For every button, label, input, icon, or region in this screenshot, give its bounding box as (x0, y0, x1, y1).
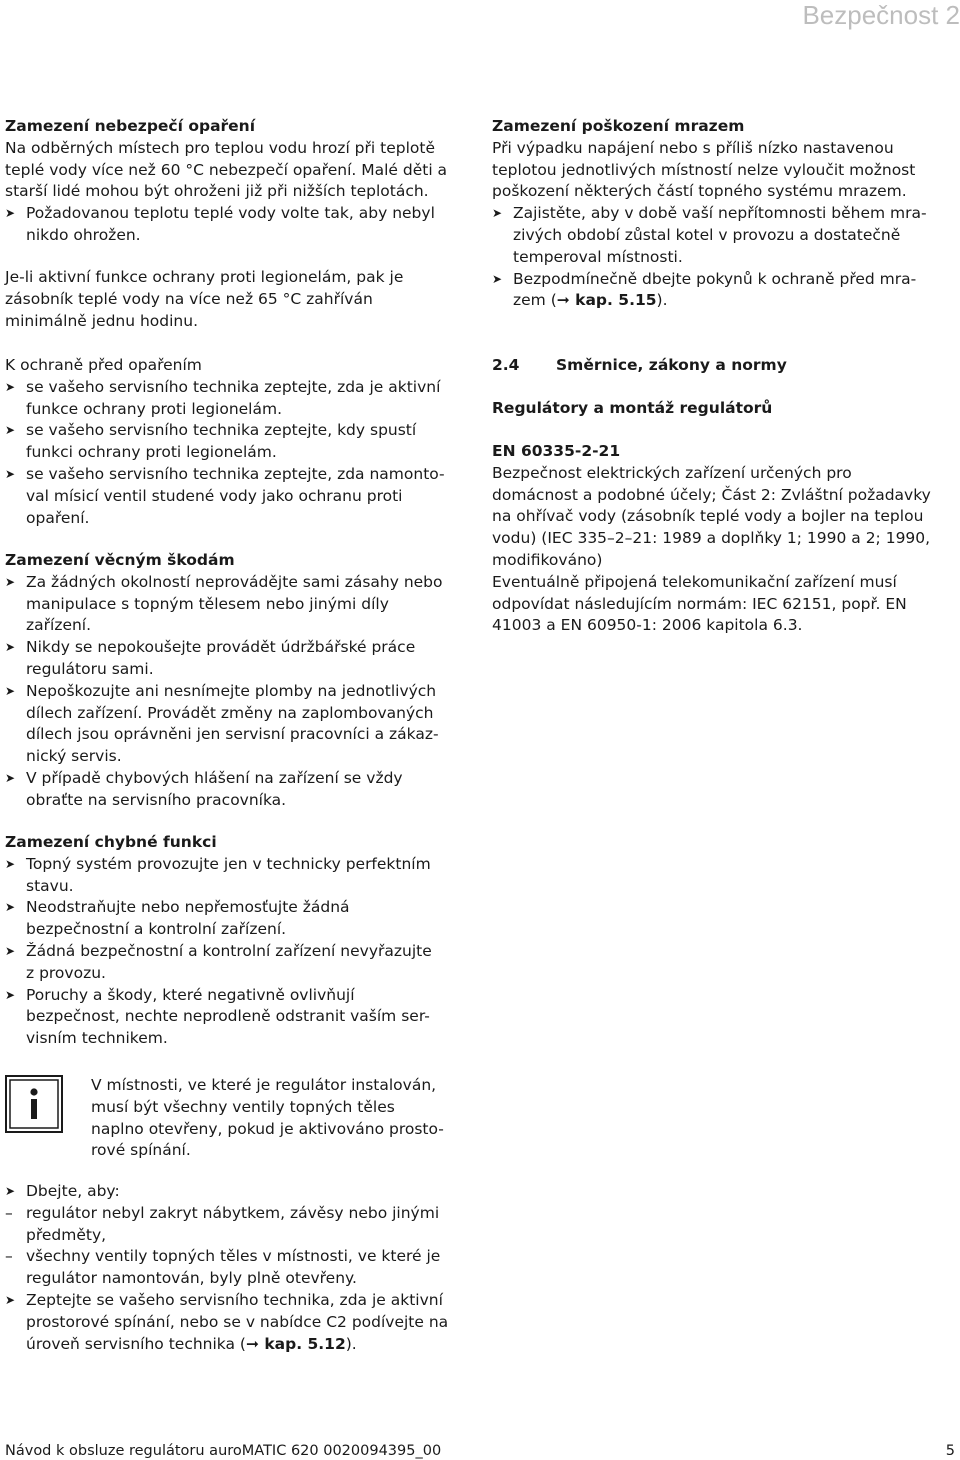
bullet-line: ➤ Zeptejte se vašeho servisního technika, zda je aktivní (26, 1290, 443, 1309)
standard-line: vodu) (IEC 335–2–21: 1989 a doplňky 1; 1990 a 2; 1990, (492, 529, 931, 548)
legionella-line: zásobník teplé vody na více než 65 °C zahříván (5, 289, 373, 308)
bullet-line: manipulace s topným tělesem nebo jinými díly (26, 594, 389, 613)
bullet-line: stavu. (26, 876, 74, 895)
chapter-reference-link[interactable]: ➞ kap. 5.15 (556, 291, 657, 310)
bullet-line: obraťte na servisního pracovníka. (26, 790, 287, 809)
bullet-line: ➤ Zajistěte, aby v době vaší nepřítomnosti během mra- (513, 204, 927, 223)
bullet-line: bezpečnostní a kontrolní zařízení. (26, 920, 287, 939)
ensure-bullet (5, 1181, 470, 1203)
bullet-line: ➤ Za žádných okolností neprovádějte sami zásahy nebo (26, 572, 443, 591)
malfunction-section (5, 832, 470, 1050)
bullet-line: regulátoru sami. (26, 659, 154, 678)
bullet-line: temperoval místnosti. (513, 247, 683, 266)
protect-bullet (5, 420, 470, 464)
bullet-line: ➤ Topný systém provozujte jen v technicky perfektním (26, 854, 431, 873)
frost-line: poškození některých částí topného systému mrazem. (492, 182, 907, 201)
chapter-heading (492, 355, 954, 377)
ref-suffix: ). (345, 1334, 357, 1353)
standard-line: odpovídat následujícím normám: IEC 62151, popř. EN (492, 594, 907, 613)
malfunction-heading: Zamezení chybné funkci (5, 833, 217, 851)
bullet-line: ➤ Žádná bezpečnostní a kontrolní zařízení nevyřazujte (26, 941, 432, 960)
damage-bullet (5, 572, 470, 637)
bullet-line: zařízení. (26, 616, 92, 635)
legionella-section (5, 267, 470, 332)
damage-bullet (5, 768, 470, 812)
page-number: 5 (945, 1443, 955, 1459)
bullet-line: ➤ se vašeho servisního technika zeptejte, kdy spustí (26, 421, 417, 440)
damage-section (5, 550, 470, 812)
standard-line: 41003 a EN 60950-1: 2006 kapitola 6.3. (492, 616, 803, 635)
chapter-number: 2.4 (492, 356, 520, 374)
standard-line: domácnost a podobné účely; Část 2: Zvláštní požadavky (492, 485, 931, 504)
scald-heading: Zamezení nebezpečí opaření (5, 117, 256, 135)
scald-section (5, 116, 470, 247)
dash-line: – všechny ventily topných těles v místnosti, ve které je (26, 1247, 441, 1266)
frost-bullet (492, 269, 954, 313)
bullet-line: z provozu. (26, 963, 106, 982)
frost-section (492, 116, 954, 312)
bullet-line: ➤ Poruchy a škody, které negativně ovlivňují (26, 985, 355, 1004)
ref-prefix: zem ( (513, 291, 557, 310)
bullet-line: visním technikem. (26, 1029, 168, 1048)
dash-line: – regulátor nebyl zakryt nábytkem, závěsy nebo jinými (26, 1203, 440, 1222)
bullet-line: zivých období zůstal kotel v provozu a dostatečně (513, 225, 901, 244)
dash-line: předměty, (26, 1225, 107, 1244)
ref-suffix: ). (656, 291, 668, 310)
bullet-line: dílech zařízení. Provádět změny na zaplombovaných (26, 703, 434, 722)
protect-intro: K ochraně před opařením (5, 356, 202, 374)
bullet-line: nikdo ohrožen. (26, 225, 141, 244)
info-text (91, 1075, 471, 1162)
bullet-line: opaření. (26, 508, 90, 527)
bullet-line: ➤ Dbejte, aby: (26, 1182, 120, 1200)
bullet-line: ➤ Neodstraňujte nebo nepřemosťujte žádná (26, 898, 350, 917)
malfunction-bullet (5, 985, 470, 1050)
malfunction-bullet (5, 854, 470, 898)
ensure-dash-item (5, 1246, 470, 1290)
chapter-title: Směrnice, zákony a normy (556, 356, 787, 374)
info-line: naplno otevřeny, pokud je aktivováno prosto- (91, 1119, 444, 1138)
svg-text:i: i (34, 1085, 35, 1086)
header-title: Bezpečnost 2 (802, 0, 960, 30)
info-line: rové spínání. (91, 1141, 191, 1160)
protect-section (5, 355, 470, 529)
info-icon (5, 1075, 63, 1133)
info-line: V místnosti, ve které je regulátor instalován, (91, 1076, 437, 1094)
malfunction-bullet (5, 897, 470, 941)
bullet-line: dílech jsou oprávněni jen servisní pracovníci a zákaz- (26, 725, 439, 744)
legionella-line: Je-li aktivní funkce ochrany proti legionelám, pak je (5, 268, 404, 286)
info-line: musí být všechny ventily topných těles (91, 1097, 395, 1116)
bullet-line: nický servis. (26, 747, 122, 766)
bullet-line: ➤ se vašeho servisního technika zeptejte, zda je aktivní (26, 377, 441, 396)
scald-line: starší lidé mohou být ohroženi již při nižších teplotách. (5, 182, 429, 201)
scald-line: teplé vody více než 60 °C nebezpečí opaření. Malé děti a (5, 160, 448, 179)
damage-bullet (5, 637, 470, 681)
bullet-line: funkce ochrany proti legionelám. (26, 399, 283, 418)
bullet-line-with-ref (26, 1334, 470, 1356)
subheading: Regulátory a montáž regulátorů (492, 399, 773, 417)
bullet-line: funkci ochrany proti legionelám. (26, 443, 277, 462)
dash-line: regulátor namontován, byly plně otevřeny. (26, 1269, 357, 1288)
standard-section (492, 441, 954, 637)
damage-heading: Zamezení věcným škodám (5, 551, 235, 569)
standard-line: Bezpečnost elektrických zařízení určených pro (492, 463, 852, 482)
standard-line: na ohřívač vody (zásobník teplé vody a bojler na teplou (492, 507, 924, 526)
frost-bullet (492, 203, 954, 268)
bullet-line: ➤ Nepoškozujte ani nesnímejte plomby na jednotlivých (26, 681, 437, 700)
bullet-line: ➤ Nikdy se nepokoušejte provádět údržbářské práce (26, 638, 416, 657)
footer-text: Návod k obsluze regulátoru auroMATIC 620 0020094395_00 (5, 1443, 442, 1459)
protect-bullet (5, 464, 470, 529)
frost-line: Při výpadku napájení nebo s příliš nízko nastavenou (492, 138, 894, 157)
frost-heading: Zamezení poškození mrazem (492, 117, 745, 135)
bullet-line-with-ref (513, 290, 954, 312)
frost-line: teplotou jednotlivých místností nelze vyloučit možnost (492, 160, 916, 179)
ensure-section (5, 1181, 470, 1355)
standard-line: modifikováno) (492, 550, 603, 569)
bullet-line: bezpečnost, nechte neprodleně odstranit vaším ser- (26, 1007, 430, 1026)
standard-line: Eventuálně připojená telekomunikační zařízení musí (492, 572, 897, 591)
malfunction-bullet (5, 941, 470, 985)
legionella-line: minimálně jednu hodinu. (5, 311, 199, 330)
standard-code: EN 60335-2-21 (492, 442, 621, 460)
bullet-line: ➤ se vašeho servisního technika zeptejte, zda namonto- (26, 464, 445, 483)
protect-bullet (5, 377, 470, 421)
bullet-line: ➤ V případě chybových hlášení na zařízení se vždy (26, 768, 403, 787)
chapter-reference-link[interactable]: ➞ kap. 5.12 (245, 1334, 346, 1353)
scald-bullet (5, 203, 470, 247)
scald-line: Na odběrných místech pro teplou vodu hrozí při teplotě (5, 138, 435, 157)
ensure-last-bullet (5, 1290, 470, 1355)
bullet-line: ➤ Bezpodmínečně dbejte pokynů k ochraně před mra- (513, 269, 917, 288)
ensure-dash-item (5, 1203, 470, 1247)
bullet-line: prostorové spínání, nebo se v nabídce C2 podívejte na (26, 1312, 449, 1331)
damage-bullet (5, 681, 470, 768)
ref-prefix: úroveň servisního technika ( (26, 1334, 246, 1353)
bullet-line: val mísicí ventil studené vody jako ochranu proti (26, 486, 403, 505)
bullet-line: ➤ Požadovanou teplotu teplé vody volte tak, aby nebyl (26, 204, 435, 223)
